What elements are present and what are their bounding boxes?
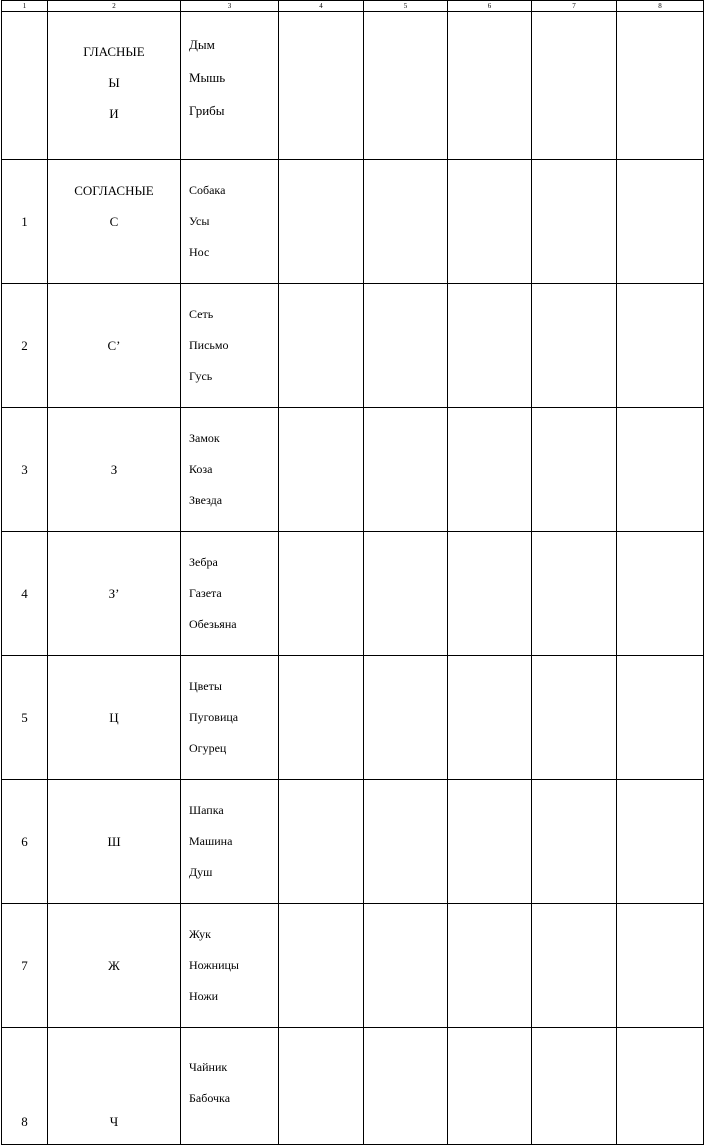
answer-cell[interactable] [448, 656, 532, 780]
words-cell [181, 904, 279, 1028]
consonant-row-8 [2, 1028, 704, 1145]
words-cell [181, 780, 279, 904]
answer-cell[interactable] [364, 904, 448, 1028]
answer-cell[interactable] [448, 780, 532, 904]
words-cell [181, 532, 279, 656]
vowels-letter-cell [48, 12, 181, 160]
row-number: 8 [2, 1028, 48, 1145]
word: Газета [189, 586, 222, 600]
consonant-row-2 [2, 284, 704, 408]
answer-cell[interactable] [532, 1028, 617, 1145]
word: Душ [189, 865, 213, 879]
word: Коза [189, 462, 213, 476]
row-number: 5 [2, 656, 48, 780]
answer-cell[interactable] [532, 12, 617, 160]
words-cell [181, 408, 279, 532]
answer-cell[interactable] [364, 656, 448, 780]
vowel-letter: Ы [108, 75, 120, 90]
vowels-num-cell [2, 12, 48, 160]
word: Зебра [189, 555, 218, 569]
word: Гусь [189, 369, 213, 383]
col-number-1: 1 [2, 1, 48, 12]
answer-cell[interactable] [617, 532, 704, 656]
answer-cell[interactable] [364, 284, 448, 408]
answer-cell[interactable] [448, 1028, 532, 1145]
consonant-row-6 [2, 780, 704, 904]
col-number-8: 8 [617, 1, 704, 12]
answer-cell[interactable] [364, 532, 448, 656]
answer-cell[interactable] [532, 904, 617, 1028]
consonant-letter: Ж [48, 904, 181, 1028]
answer-cell[interactable] [364, 780, 448, 904]
answer-cell[interactable] [364, 160, 448, 284]
sound-table [1, 0, 704, 1145]
answer-cell[interactable] [279, 284, 364, 408]
consonants-title: СОГЛАСНЫЕ [74, 183, 154, 198]
answer-cell[interactable] [532, 532, 617, 656]
col-number-4: 4 [279, 1, 364, 12]
row-number: 1 [2, 160, 48, 284]
words-cell [181, 656, 279, 780]
word: Машина [189, 834, 233, 848]
word: Звезда [189, 493, 223, 507]
row-number: 4 [2, 532, 48, 656]
row-number: 7 [2, 904, 48, 1028]
word: Жук [189, 927, 211, 941]
answer-cell[interactable] [617, 12, 704, 160]
vowel-letter: И [109, 106, 119, 121]
word: Бабочка [189, 1091, 231, 1105]
vowels-words-cell [181, 12, 279, 160]
consonant-row-1 [2, 160, 704, 284]
consonant-letter: Ц [48, 656, 181, 780]
word: Замок [189, 431, 220, 445]
answer-cell[interactable] [279, 408, 364, 532]
word: Собака [189, 183, 226, 197]
word: Ножницы [189, 958, 239, 972]
consonant-row-7 [2, 904, 704, 1028]
word: Дым [189, 37, 215, 52]
answer-cell[interactable] [279, 532, 364, 656]
word: Мышь [189, 70, 226, 85]
answer-cell[interactable] [279, 1028, 364, 1145]
answer-cell[interactable] [364, 12, 448, 160]
word: Чайник [189, 1060, 228, 1074]
col-number-7: 7 [532, 1, 617, 12]
word: Огурец [189, 741, 227, 755]
col-number-3: 3 [181, 1, 279, 12]
words-cell [181, 160, 279, 284]
answer-cell[interactable] [532, 656, 617, 780]
answer-cell[interactable] [364, 1028, 448, 1145]
word: Нос [189, 245, 210, 259]
consonant-letter: С [109, 214, 119, 229]
col-number-2: 2 [48, 1, 181, 12]
answer-cell[interactable] [617, 408, 704, 532]
vowels-title: ГЛАСНЫЕ [83, 44, 145, 59]
answer-cell[interactable] [279, 160, 364, 284]
vowels-row [2, 12, 704, 160]
word: Обезьяна [189, 617, 237, 631]
answer-cell[interactable] [617, 904, 704, 1028]
answer-cell[interactable] [364, 408, 448, 532]
answer-cell[interactable] [448, 904, 532, 1028]
words-cell [181, 284, 279, 408]
consonant-letter: З’ [48, 532, 181, 656]
word: Грибы [189, 103, 225, 118]
consonant-row-4 [2, 532, 704, 656]
consonant-letter: С’ [48, 284, 181, 408]
answer-cell[interactable] [617, 1028, 704, 1145]
answer-cell[interactable] [279, 12, 364, 160]
answer-cell[interactable] [617, 160, 704, 284]
answer-cell[interactable] [617, 284, 704, 408]
words-cell [181, 1028, 279, 1145]
answer-cell[interactable] [448, 160, 532, 284]
row-number: 3 [2, 408, 48, 532]
word: Сеть [189, 307, 214, 321]
answer-cell[interactable] [279, 656, 364, 780]
answer-cell[interactable] [448, 284, 532, 408]
answer-cell[interactable] [532, 408, 617, 532]
word: Шапка [189, 803, 224, 817]
col-number-6: 6 [448, 1, 532, 12]
word: Цветы [189, 679, 222, 693]
answer-cell[interactable] [448, 12, 532, 160]
answer-cell[interactable] [279, 780, 364, 904]
word: Ножи [189, 989, 219, 1003]
answer-cell[interactable] [617, 780, 704, 904]
answer-cell[interactable] [532, 284, 617, 408]
word: Пуговица [189, 710, 239, 724]
answer-cell[interactable] [448, 408, 532, 532]
consonant-letter: Ш [48, 780, 181, 904]
word: Письмо [189, 338, 229, 352]
consonant-letter: З [48, 408, 181, 532]
word: Усы [189, 214, 210, 228]
consonant-row-5 [2, 656, 704, 780]
answer-cell[interactable] [448, 532, 532, 656]
row-number: 2 [2, 284, 48, 408]
column-numbers-row [2, 1, 704, 12]
consonant-letter: Ч [48, 1028, 181, 1145]
answer-cell[interactable] [617, 656, 704, 780]
answer-cell[interactable] [532, 780, 617, 904]
col-number-5: 5 [364, 1, 448, 12]
answer-cell[interactable] [532, 160, 617, 284]
answer-cell[interactable] [279, 904, 364, 1028]
consonant-letter-cell [48, 160, 181, 284]
consonant-row-3 [2, 408, 704, 532]
row-number: 6 [2, 780, 48, 904]
